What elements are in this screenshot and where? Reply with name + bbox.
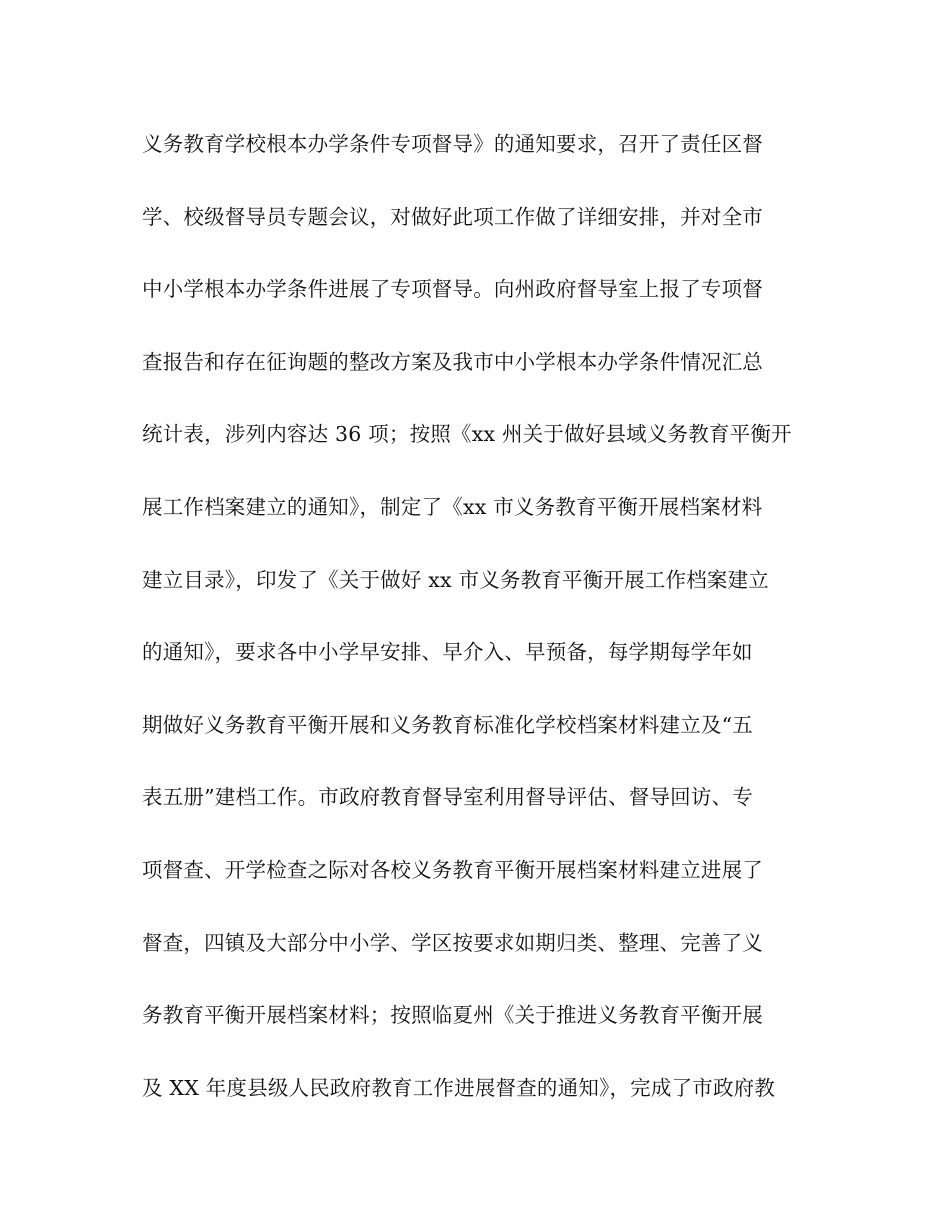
text-line: 学、校级督导员专题会议，对做好此项工作做了详细安排，并对全市: [142, 204, 763, 229]
text-line: 展工作档案建立的通知》，制定了《xx 市义务教育平衡开展档案材料: [142, 494, 763, 519]
text-line: 表五册”建档工作。市政府教育督导室利用督导评估、督导回访、专: [142, 785, 753, 810]
text-line: 的通知》，要求各中小学早安排、早介入、早预备，每学期每学年如: [142, 640, 753, 665]
text-line: 及 XX 年度县级人民政府教育工作进展督查的通知》，完成了市政府教: [142, 1075, 776, 1100]
text-line: 督查，四镇及大部分中小学、学区按要求如期归类、整理、完善了义: [142, 930, 763, 955]
text-line: 查报告和存在征询题的整改方案及我市中小学根本办学条件情况汇总: [142, 349, 763, 374]
text-line: 中小学根本办学条件进展了专项督导。向州政府督导室上报了专项督: [142, 277, 763, 302]
text-line: 项督查、开学检查之际对各校义务教育平衡开展档案材料建立进展了: [142, 857, 763, 882]
text-line: 统计表，涉列内容达 36 项；按照《xx 州关于做好县域义务教育平衡开: [142, 422, 792, 447]
text-line: 务教育平衡开展档案材料；按照临夏州《关于推进义务教育平衡开展: [142, 1003, 763, 1028]
text-line: 期做好义务教育平衡开展和义务教育标准化学校档案材料建立及“五: [142, 712, 753, 737]
text-line: 义务教育学校根本办学条件专项督导》的通知要求，召开了责任区督: [142, 132, 763, 156]
text-line: 建立目录》，印发了《关于做好 xx 市义务教育平衡开展工作档案建立: [142, 567, 770, 592]
body-paragraph: [142, 126, 822, 1142]
